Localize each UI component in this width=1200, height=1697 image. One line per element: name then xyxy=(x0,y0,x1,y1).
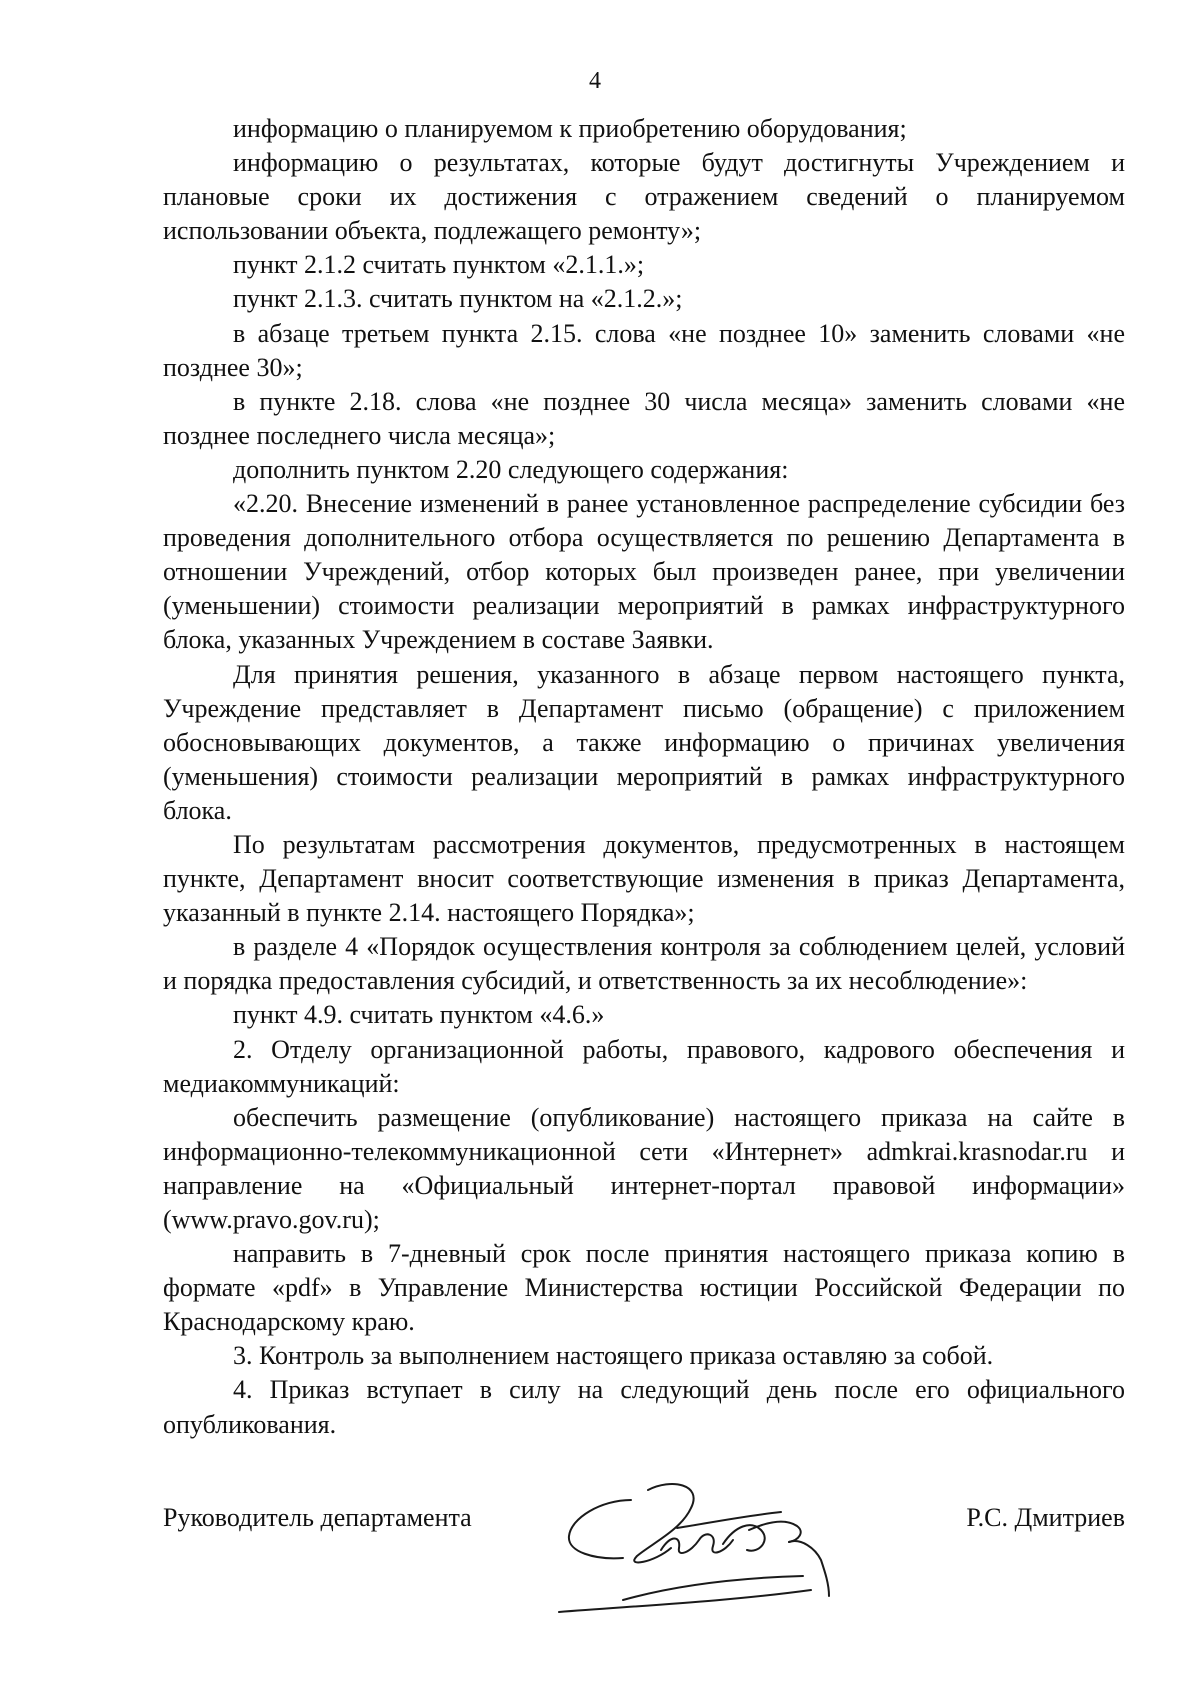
paragraph: пункт 4.9. считать пунктом «4.6.» xyxy=(233,1000,605,1030)
paragraph: 2. Отделу организационной работы, правового, кадрового обеспечения и медиакоммуникаций: xyxy=(163,1034,1125,1098)
paragraph: в абзаце третьем пункта 2.15. слова «не позднее 10» заменить словами «не позднее 30»; xyxy=(163,318,1125,382)
paragraph: 3. Контроль за выполнением настоящего приказа оставляю за собой. xyxy=(233,1341,994,1371)
paragraph: направить в 7-дневный срок после принятия настоящего приказа копию в формате «pdf» в Управление Министерства юстиции Российской Федерации по Краснодарскому краю. xyxy=(163,1239,1125,1337)
paragraph: пункт 2.1.2 считать пунктом «2.1.1.»; xyxy=(233,250,645,280)
paragraph: обеспечить размещение (опубликование) настоящего приказа на сайте в информационно-телекоммуникационной сети «Интернет» admkrai.krasnodar.ru и направление на «Официальный интернет-портал правовой информации» (www.pravo.gov.ru); xyxy=(163,1102,1125,1234)
paragraph: информацию о планируемом к приобретению оборудования; xyxy=(233,114,907,143)
signatory-name: Р.С. Дмитриев xyxy=(966,1503,1125,1532)
paragraph: 4. Приказ вступает в силу на следующий день после его официального опубликования. xyxy=(163,1375,1125,1439)
signatory-title: Руководитель департамента xyxy=(163,1503,472,1532)
paragraph: По результатам рассмотрения документов, предусмотренных в настоящем пункте, Департамент вносит соответствующие изменения в приказ Департамента, указанный в пункте 2.14. настоящего Порядка»; xyxy=(163,829,1125,928)
paragraph: информацию о результатах, которые будут достигнуты Учреждением и плановые сроки их достижения с отражением сведений о планируемом использовании объекта, подлежащего ремонту»; xyxy=(163,148,1125,246)
paragraph: в разделе 4 «Порядок осуществления контроля за соблюдением целей, условий и порядка предоставления субсидий, и ответственность за их несоблюдение»: xyxy=(163,932,1125,996)
signature-block xyxy=(163,1478,1125,1618)
paragraph: в пункте 2.18. слова «не позднее 30 числа месяца» заменить словами «не позднее последнего числа месяца»; xyxy=(163,386,1125,450)
paragraph: пункт 2.1.3. считать пунктом на «2.1.2.»; xyxy=(233,284,683,314)
document-body xyxy=(163,112,1125,1442)
paragraph: Для принятия решения, указанного в абзаце первом настоящего пункта, Учреждение представляет в Департамент письмо (обращение) с приложением обосновывающих документов, а также информацию о причинах увеличения (уменьшения) стоимости реализации мероприятий в рамках инфраструктурного блока. xyxy=(163,659,1125,825)
page-number: 4 xyxy=(589,68,601,94)
paragraph: дополнить пунктом 2.20 следующего содержания: xyxy=(233,454,789,484)
handwritten-signature xyxy=(553,1478,883,1618)
paragraph: «2.20. Внесение изменений в ранее установленное распределение субсидии без проведения дополнительного отбора осуществляется по решению Департамента в отношении Учреждений, отбор которых был произведен ранее, при увеличении (уменьшении) стоимости реализации мероприятий в рамках инфраструктурного блока, указанных Учреждением в составе Заявки. xyxy=(163,489,1125,655)
